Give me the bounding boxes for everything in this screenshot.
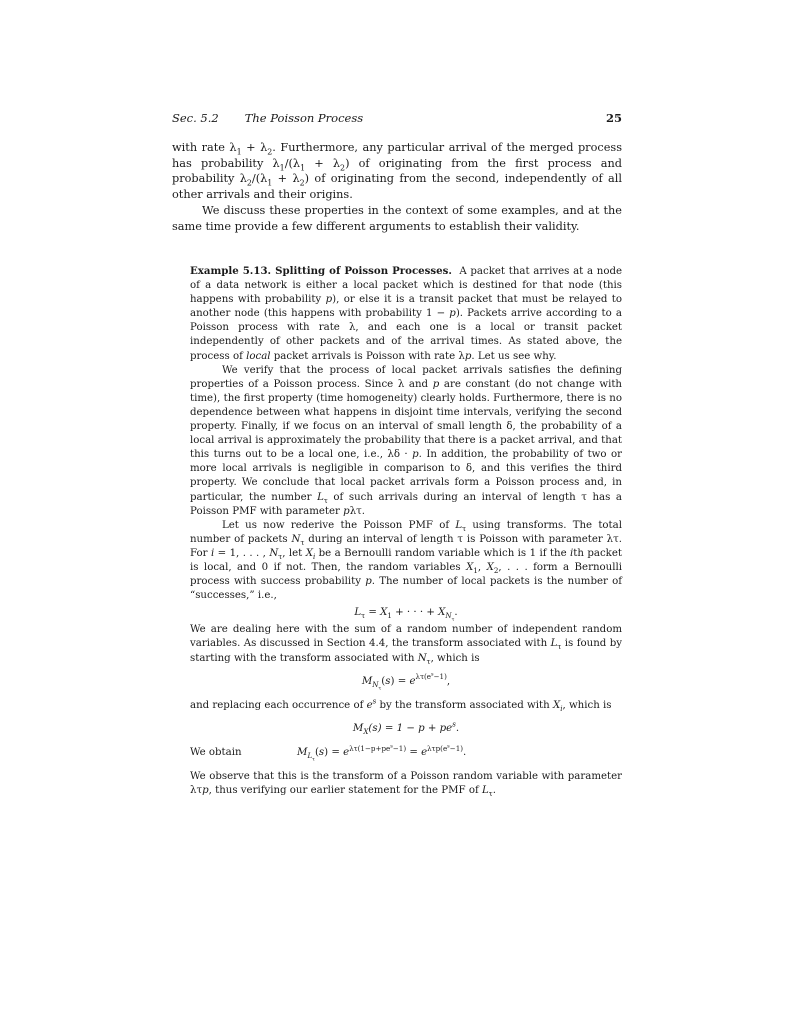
running-header [172, 111, 622, 127]
example-paragraph-3: Let us now rederive the Poisson PMF of $L_\tau$ using transforms. The total number of packets $N_\tau$ during an interval of length τ is Poisson with parameter λτ. For i = 1, . . . , $N_\tau$, let $X_i$ be a Bernoulli random variable which is 1 if the ith packet is local, and 0 if not. Then, the random variables $X_1$, $X_2$, . . . form a Bernoulli process with success probability p. The number of local packets is the number of “successes,” i.e., [190, 519, 623, 602]
example-paragraph-2: We verify that the process of local packet arrivals satisfies the defining properties of a Poisson process. Since λ and p are constant (do not change with time), the first property (time homogeneity) clearly holds. Furthermore, there is no dependence between what happens in disjoint time intervals, verifying the second property. Finally, if we focus on an interval of small length δ, the probability of a local arrival is approximately the probability that there is a packet arrival, and that this turns out to be a local one, i.e., λδ · p. In addition, the probability of two or more local arrivals is negligible in comparison to δ, and this verifies the third property. We conclude that local packet arrivals form a Poisson process and, in particular, the number $L_\tau$ of such arrivals during an interval of length τ has a Poisson PMF with parameter pλτ. [190, 364, 622, 517]
equation-transform-L: $M_{L_\tau}(s) = e^{\lambda\tau(1-p+pe^s-1)} = e^{\lambda\tau p(e^s-1)}$. [297, 743, 467, 763]
equation-transform-N: $M_{N_\tau}(s) = e^{\lambda\tau(e^s-1)}$, [361, 671, 451, 692]
example-block [190, 264, 622, 798]
intro-text [172, 140, 622, 234]
chapter-title: The Poisson Process [244, 111, 364, 125]
page-number: 25 [605, 111, 622, 125]
example-paragraph-6: We observe that this is the transform of a Poisson random variable with parameter λτp, thus verifying our earlier statement for the PMF of $L_\tau$. [190, 771, 622, 799]
example-paragraph-4: We are dealing here with the sum of a random number of independent random variables. As discussed in Section 4.4, the transform associated with $L_\tau$ is found by starting with the transform associated with $N_\tau$, which is [190, 624, 623, 666]
intro-paragraph-1: with rate $\lambda_1 + \lambda_2$. Furthermore, any particular arrival of the merged process has probability $\lambda_1/(\lambda_1 + \lambda_2)$ of originating from the first process and probability $\lambda_2/(\lambda_1 + \lambda_2)$ of originating from the second, independently of all other arrivals and their origins. [172, 141, 623, 202]
equation-local-sum: $L_\tau = X_1$ + · · · + $X_{N_\tau}$. [354, 607, 458, 623]
header-left [172, 111, 363, 125]
equation-transform-X: $M_X(s) = 1 - p + pe^s$. [352, 719, 460, 736]
example-heading: Example 5.13. Splitting of Poisson Processes. [190, 265, 452, 277]
example-paragraph-5: and replacing each occurrence of $e^s$ by the transform associated with $X_i$, which is [190, 696, 612, 713]
example-paragraph-1: Example 5.13. Splitting of Poisson Processes. A packet that arrives at a node of a data network is either a local packet which is destined for that node (this happens with probability p), or else it is a transit packet that must be relayed to another node (this happens with probability 1 − p). Packets arrive according to a Poisson process with rate λ, and each one is a local or transit packet independently of other packets and of the arrival times. As stated above, the process of local packet arrivals is Poisson with rate λp. Let us see why. [190, 265, 623, 362]
section-label: Sec. 5.2 [172, 111, 219, 125]
intro-paragraph-2: We discuss these properties in the context of some examples, and at the same time provide a few different arguments to establish their validity. [172, 203, 622, 233]
obtain-label: We obtain [190, 746, 242, 758]
obtain-row [190, 743, 622, 763]
